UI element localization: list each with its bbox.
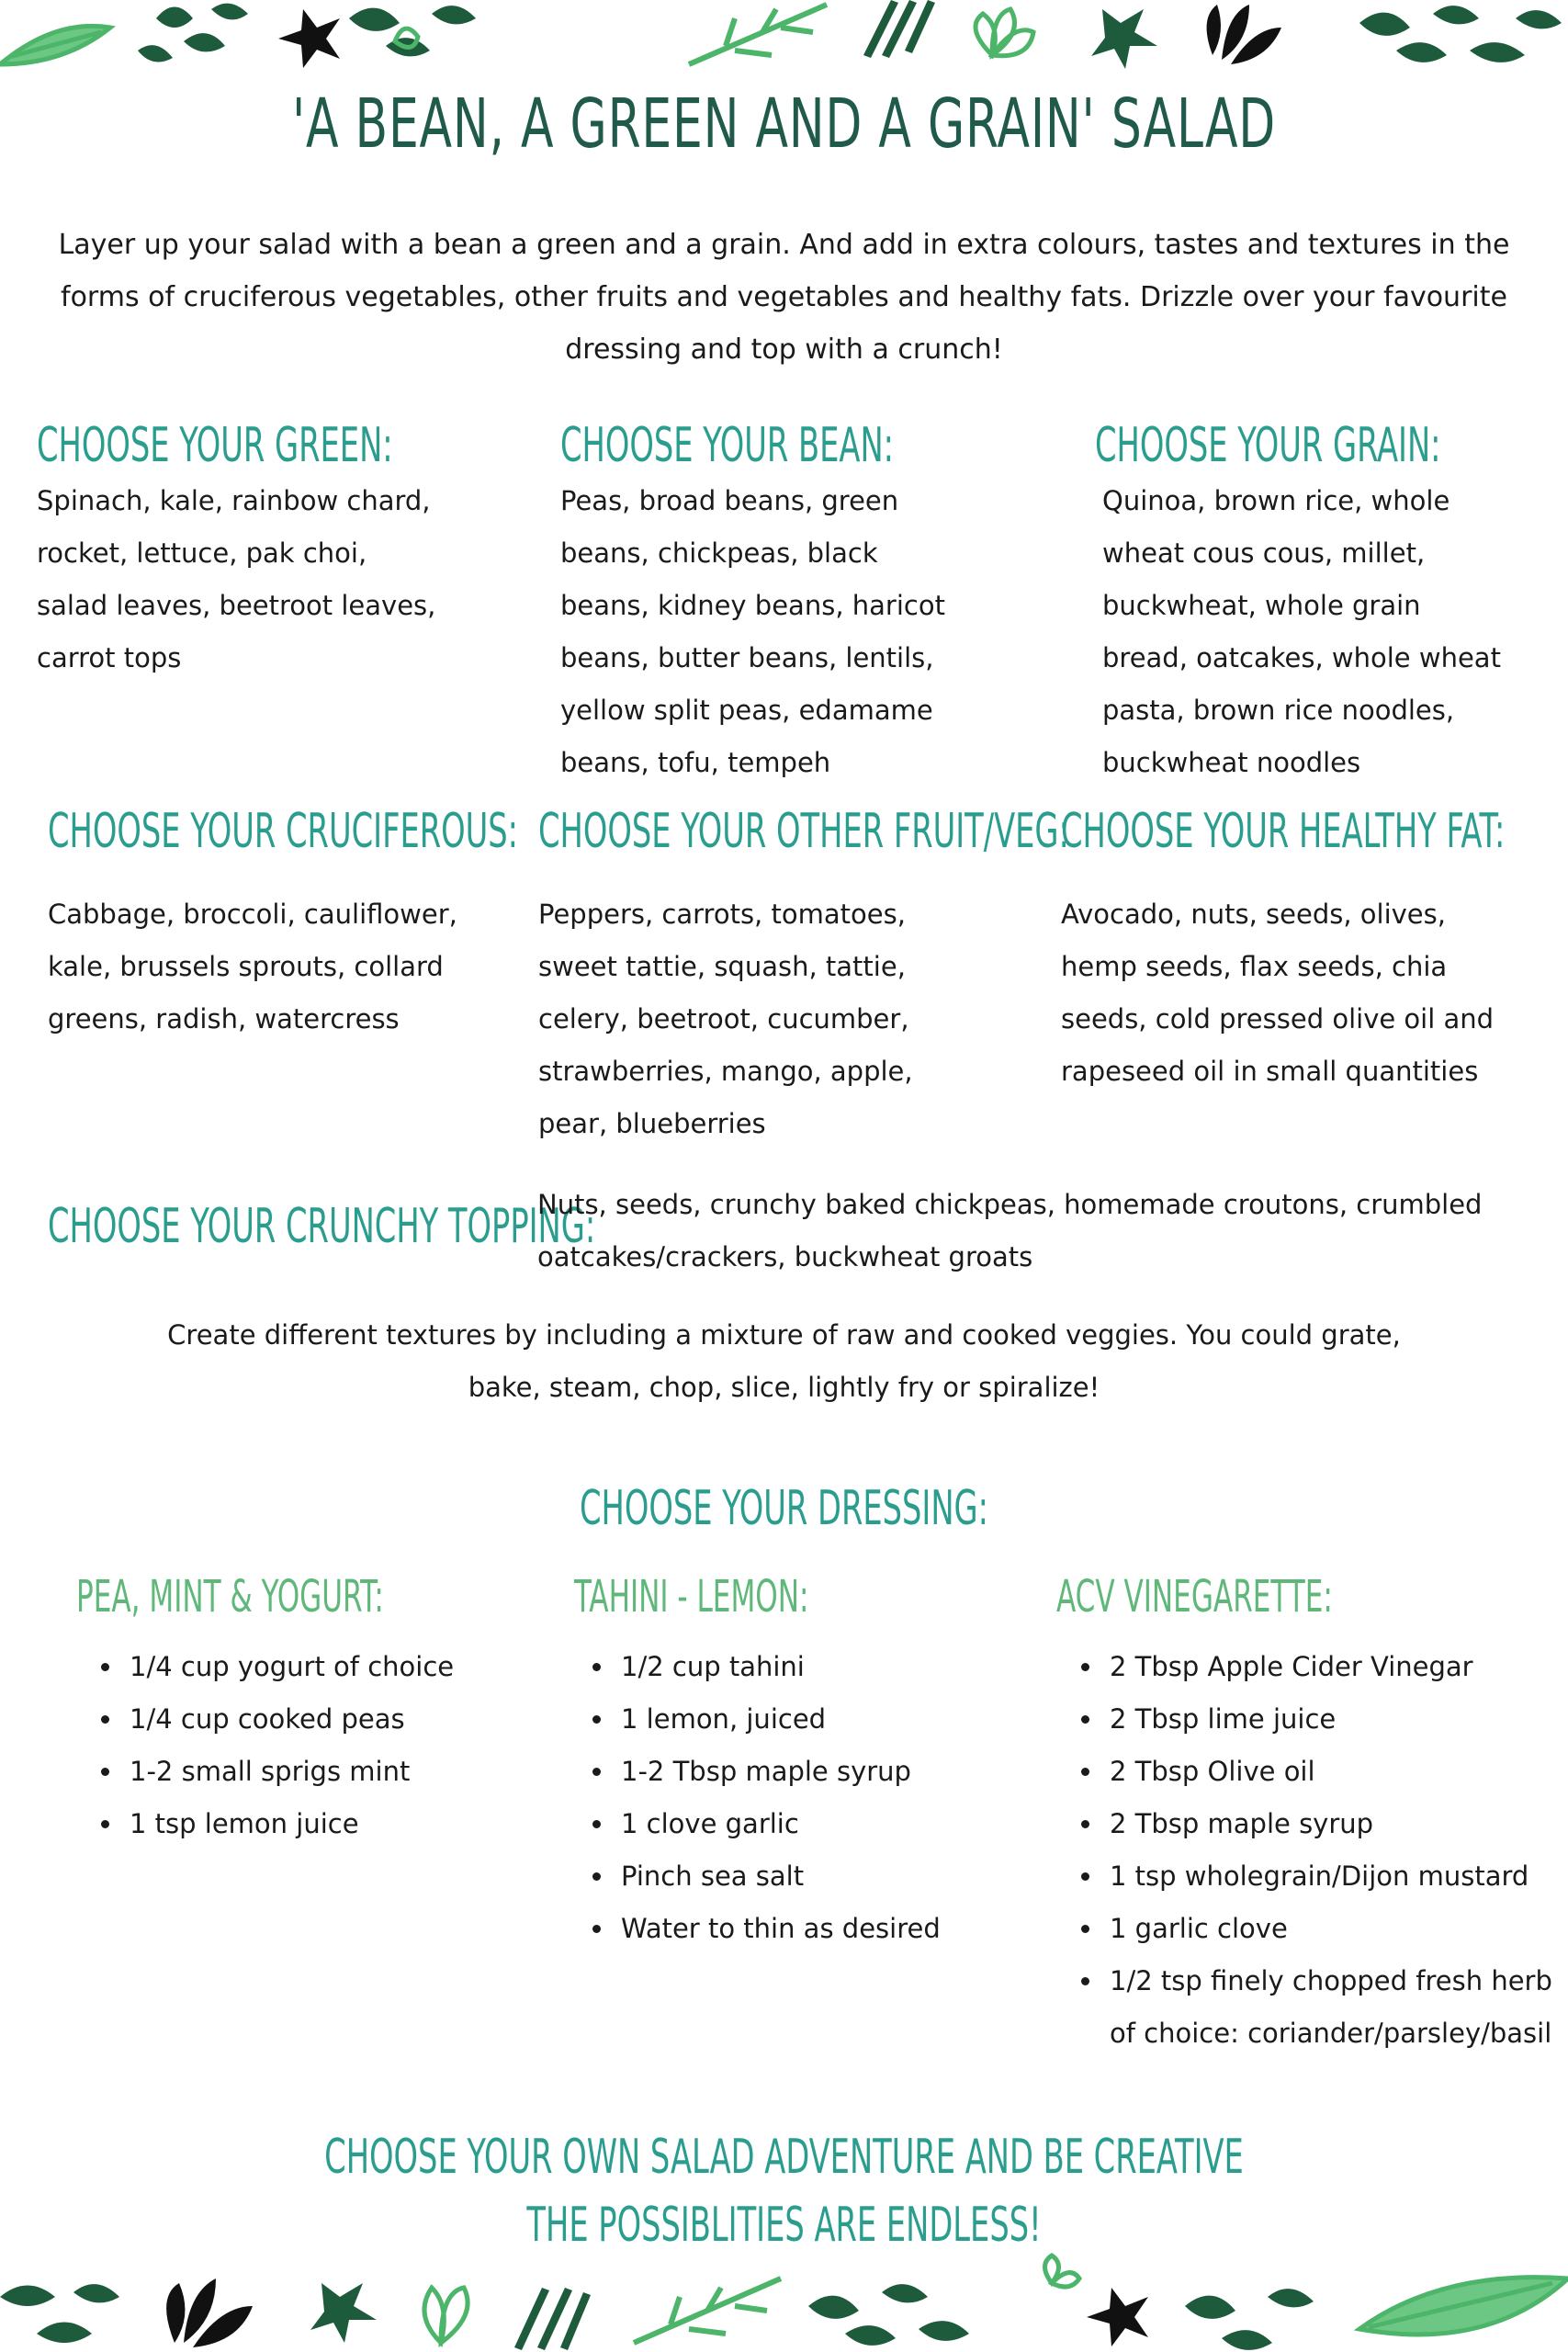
list-item: • 1/2 tsp finely chopped fresh herb of choice: coriander/parsley/basil (1104, 1955, 1568, 2060)
list-item: • Water to thin as desired (615, 1903, 1047, 1955)
grain-text: Quinoa, brown rice, whole wheat cous cous, millet, buckwheat, whole grain bread, oatcakes, whole wheat pasta, brown rice noodles, buckwheat noodles (1102, 485, 1501, 778)
bean-heading: CHOOSE YOUR BEAN: (560, 418, 894, 473)
list-item: • 1-2 Tbsp maple syrup (615, 1746, 1047, 1798)
dressing-recipe-1-list (78, 1641, 528, 1850)
cruciferous-text: Cabbage, broccoli, cauliflower, kale, brussels sprouts, collard greens, radish, watercress (48, 899, 457, 1035)
fat-heading: CHOOSE YOUR HEALTHY FAT: (1061, 804, 1506, 859)
other-heading: CHOOSE YOUR OTHER FRUIT/VEG: (538, 804, 1069, 859)
dressing-recipe-3-name: ACV VINEGARETTE: (1056, 1571, 1333, 1623)
dressing-recipe-1-name: PEA, MINT & YOGURT: (76, 1571, 384, 1623)
bottom-leaf-border (0, 2242, 1568, 2352)
fat-text: Avocado, nuts, seeds, olives, hemp seeds, flax seeds, chia seeds, cold pressed olive oil and rapeseed oil in small quantities (1061, 899, 1495, 1087)
list-item: • 1 tsp lemon juice (124, 1798, 528, 1850)
page-title: 'A BEAN, A GREEN AND A GRAIN' SALAD (291, 85, 1277, 164)
list-item: • Pinch sea salt (615, 1850, 1047, 1903)
green-text: Spinach, kale, rainbow chard, rocket, lettuce, pak choi, salad leaves, beetroot leaves, carrot tops (37, 485, 436, 673)
list-item: • 1-2 small sprigs mint (124, 1746, 528, 1798)
dressing-recipe-2-name: TAHINI - LEMON: (574, 1571, 809, 1623)
list-item: • 1 clove garlic (615, 1798, 1047, 1850)
list-item: • 1/2 cup tahini (615, 1641, 1047, 1693)
list-item: • 1/4 cup yogurt of choice (124, 1641, 528, 1693)
crunch-text: Nuts, seeds, crunchy baked chickpeas, homemade croutons, crumbled oatcakes/crackers, buckwheat groats (537, 1189, 1483, 1272)
other-text: Peppers, carrots, tomatoes, sweet tattie, squash, tattie, celery, beetroot, cucumber, strawberries, mango, apple, pear, blueberries (538, 899, 913, 1139)
list-item: • 1 lemon, juiced (615, 1693, 1047, 1746)
list-item: • 2 Tbsp Apple Cider Vinegar (1104, 1641, 1568, 1693)
footer-line-2: THE POSSIBLITIES ARE ENDLESS! (526, 2198, 1042, 2253)
leaf-border-art-bottom (0, 2242, 1568, 2352)
grain-heading: CHOOSE YOUR GRAIN: (1095, 418, 1441, 473)
crunch-heading: CHOOSE YOUR CRUNCHY TOPPING: (48, 1199, 596, 1254)
dressing-recipe-2-list (570, 1641, 1047, 1955)
cruciferous-heading: CHOOSE YOUR CRUCIFEROUS: (48, 804, 519, 859)
list-item: • 2 Tbsp lime juice (1104, 1693, 1568, 1746)
texture-note: Create different textures by including a mixture of raw and cooked veggies. You could grate, bake, steam, chop, slice, lightly fry or spiralize! (167, 1319, 1401, 1403)
list-item: • 1 tsp wholegrain/Dijon mustard (1104, 1850, 1568, 1903)
dressing-recipe-3-list (1058, 1641, 1568, 2060)
list-item: • 2 Tbsp Olive oil (1104, 1746, 1568, 1798)
intro-text: Layer up your salad with a bean a green and a grain. And add in extra colours, tastes and textures in the forms of cruciferous vegetables, other fruits and vegetables and healthy fats. Drizzle over your favourite dressing and top with a crunch! (58, 229, 1510, 366)
list-item: • 1/4 cup cooked peas (124, 1693, 528, 1746)
footer-line-1: CHOOSE YOUR OWN SALAD ADVENTURE AND BE CREATIVE (324, 2130, 1244, 2185)
list-item: • 1 garlic clove (1104, 1903, 1568, 1955)
bean-text: Peas, broad beans, green beans, chickpeas, black beans, kidney beans, haricot beans, butter beans, lentils, yellow split peas, edamame beans, tofu, tempeh (560, 485, 945, 778)
green-heading: CHOOSE YOUR GREEN: (37, 418, 393, 473)
list-item: • 2 Tbsp maple syrup (1104, 1798, 1568, 1850)
dressing-heading: CHOOSE YOUR DRESSING: (579, 1481, 989, 1536)
